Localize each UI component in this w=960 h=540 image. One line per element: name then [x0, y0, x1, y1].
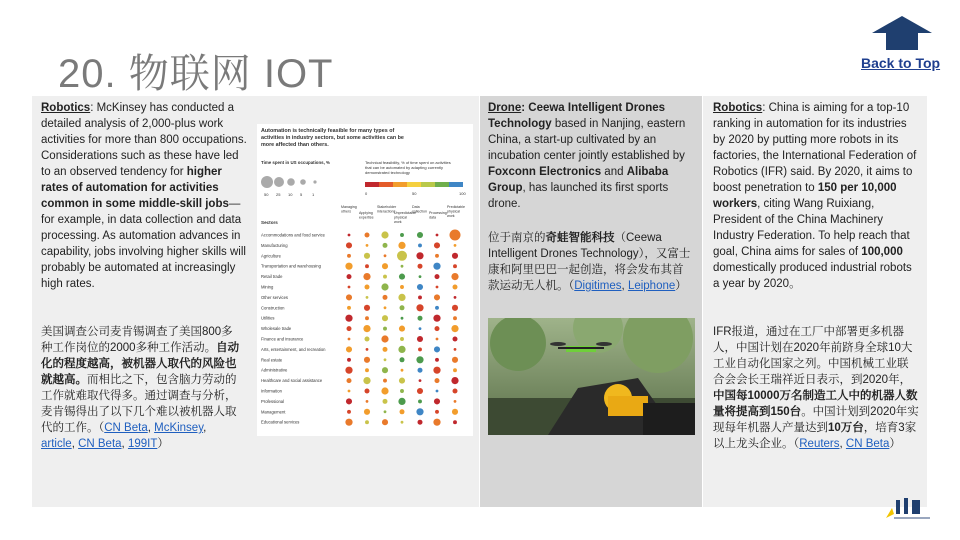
link-article[interactable]: article	[41, 438, 72, 450]
sector-dot	[363, 325, 370, 332]
robotics-mckinsey-panel	[32, 96, 479, 507]
sector-dot	[345, 367, 352, 374]
sector-dot	[364, 357, 370, 363]
sector-dot	[345, 315, 352, 322]
sector-label: Agriculture	[261, 253, 282, 259]
sector-dot	[382, 263, 388, 269]
sector-label: Healthcare and social assistance	[261, 378, 323, 384]
sector-dot	[400, 389, 404, 393]
sector-dot	[346, 242, 352, 248]
sector-dot	[348, 286, 351, 289]
drone-photo-illustration	[488, 318, 695, 435]
sector-dot	[348, 390, 351, 393]
sector-label: Finance and insurance	[261, 336, 304, 342]
robotics-english-text: Robotics: McKinsey has conducted a detailed analysis of 2,000-plus work activities for more than 800 occupations. Considerations such as these have led to an observed tendency for higher rates of automation for activities common in some middle-skill jobs—for example, in data collection and data processing. As automation advances in capability, jobs involving higher skills will probably be automated at increasingly high rates.	[41, 102, 247, 290]
sector-dot	[433, 263, 440, 270]
sector-dot	[434, 346, 440, 352]
feasibility-scale-swatch	[407, 182, 421, 187]
sector-dot	[382, 367, 388, 373]
sector-dot	[381, 231, 388, 238]
drone-panel	[480, 96, 702, 507]
column-header: Data	[412, 205, 420, 209]
sector-dot	[383, 275, 387, 279]
column-header: data	[429, 215, 436, 220]
link-leiphone[interactable]: Leiphone	[627, 280, 676, 292]
sector-dot	[400, 337, 404, 341]
infographic-headline-0: Automation is technically feasible for many types of	[261, 128, 395, 134]
column-header: expertise	[359, 215, 374, 220]
sector-dot	[418, 243, 422, 247]
size-legend-tick: 1	[312, 192, 315, 197]
sector-dot	[419, 275, 422, 278]
size-legend-tick: 25	[276, 192, 281, 197]
sector-dot	[436, 234, 439, 237]
sector-dot	[433, 315, 440, 322]
sector-label: Wholesale trade	[261, 326, 292, 332]
column-header: physical	[447, 209, 460, 214]
sector-dot	[454, 244, 457, 247]
sector-dot	[452, 409, 458, 415]
sector-label: Manufacturing	[261, 242, 288, 248]
sector-dot	[347, 358, 351, 362]
sector-dot	[366, 400, 369, 403]
sector-dot	[364, 305, 370, 311]
column-header: collection	[412, 209, 427, 214]
feasibility-scale-swatch	[365, 182, 379, 187]
sector-dot	[418, 420, 423, 425]
sector-dot	[400, 409, 405, 414]
sector-dot	[436, 390, 439, 393]
link-199it[interactable]: 199IT	[127, 438, 158, 450]
column-header: physical	[394, 215, 407, 220]
sector-dot	[383, 327, 387, 331]
sector-dot	[345, 419, 352, 426]
sector-dot	[401, 317, 404, 320]
sector-dot	[365, 233, 370, 238]
size-legend-tick: 10	[288, 192, 293, 197]
sector-dot	[401, 369, 404, 372]
robotics-china-heading: Robotics	[713, 102, 763, 114]
sector-label: Utilities	[261, 315, 275, 321]
infographic-headline-2: more affected than others.	[261, 142, 329, 148]
column-header: others	[341, 209, 351, 214]
sector-dot	[365, 389, 370, 394]
home-arrow-icon[interactable]	[872, 16, 932, 50]
sector-dot	[418, 295, 422, 299]
sector-dot	[453, 368, 457, 372]
sector-label: Transportation and warehousing	[261, 263, 321, 269]
sector-dot	[417, 336, 423, 342]
link-cnbeta-2[interactable]: CN Beta	[78, 438, 122, 450]
sector-label: Educational services	[261, 419, 300, 425]
drone-heading: Drone	[488, 102, 522, 114]
column-header: Stakeholder	[377, 205, 397, 209]
sector-dot	[418, 316, 423, 321]
sector-dot	[347, 378, 352, 383]
drone-photo	[488, 318, 695, 435]
legend-time-label: Time spent in US occupations, %	[261, 160, 330, 165]
sector-dot	[397, 251, 407, 261]
sector-label: Other services	[261, 294, 288, 300]
infographic-svg	[257, 124, 473, 436]
sector-dot	[382, 315, 388, 321]
sector-dot	[416, 408, 423, 415]
sector-dot	[347, 274, 352, 279]
sector-dot	[400, 357, 405, 362]
link-cnbeta[interactable]: CN Beta	[104, 422, 148, 434]
sector-dot	[452, 305, 458, 311]
legend-tech-label-0: Technical feasibility, % of time spent on activities	[365, 160, 451, 165]
sector-dot	[365, 285, 370, 290]
sector-dot	[400, 285, 404, 289]
sector-dot	[384, 254, 387, 257]
sector-dot	[365, 264, 369, 268]
link-reuters[interactable]: Reuters	[799, 438, 840, 450]
sector-dot	[384, 306, 387, 309]
robotics-chinese-text: 美国调查公司麦肯锡调查了美国800多种工作岗位的2000多种工作活动。自动化的程度越高，被机器人取代的风险也就越高。而相比之下，包含脑力劳动的工作就难取代得多。通过调查与分析，麦肯锡得出了以下几个难以被机器人取代的工作。（CN Beta, McKinsey, article, CN Beta, 199IT）	[41, 326, 240, 450]
link-mckinsey[interactable]: McKinsey	[154, 422, 204, 434]
sector-dot	[383, 295, 388, 300]
sector-dot	[383, 347, 388, 352]
sector-dot	[419, 379, 422, 382]
sector-dot	[399, 378, 405, 384]
robotics-heading: Robotics	[41, 102, 91, 114]
sector-dot	[400, 305, 405, 310]
sector-dot	[348, 234, 351, 237]
sector-dot	[419, 327, 422, 330]
sector-dot	[454, 348, 457, 351]
sector-dot	[452, 357, 458, 363]
sector-label: Accommodations and food service	[261, 232, 326, 238]
sector-dot	[418, 399, 422, 403]
sector-dot	[347, 410, 351, 414]
sector-dot	[417, 388, 423, 394]
sector-label: Real estate	[261, 357, 283, 363]
feasibility-scale-swatch	[421, 182, 435, 187]
sector-dot	[453, 337, 458, 342]
sector-dot	[400, 233, 404, 237]
sector-dot	[435, 306, 439, 310]
sector-dot	[453, 285, 458, 290]
sector-label: Management	[261, 409, 286, 415]
sector-dot	[416, 304, 423, 311]
robotics-china-english-text: Robotics: China is aiming for a top-10 ranking in automation for its industries by 2020 by putting more robots in its factories, the International Federation of Robotics (IFR) said. By 2020, it aims to boost penetration to 150 per 10,000 workers, citing Wang Ruixiang, President of the China Machinery Industry Federation. To help reach that goal, China aims for sales of 100,000 domestically produced industrial robots a year by 2020。	[713, 102, 917, 290]
sector-dot	[436, 338, 439, 341]
sector-dot	[417, 284, 423, 290]
sector-dot	[454, 296, 457, 299]
sector-dot	[365, 337, 370, 342]
feasibility-scale-tick: 0	[365, 191, 368, 196]
sector-dot	[363, 273, 370, 280]
sector-dot	[366, 296, 369, 299]
sector-dot	[433, 367, 440, 374]
sector-dot	[418, 347, 422, 351]
sector-label: Mining	[261, 284, 274, 290]
size-legend-dot	[300, 179, 306, 185]
feasibility-scale-tick: 100	[459, 191, 466, 196]
sector-dot	[435, 326, 440, 331]
sector-dot	[364, 409, 370, 415]
sector-dot	[435, 254, 439, 258]
sector-dot	[418, 368, 423, 373]
sector-dot	[435, 358, 439, 362]
column-header: interactions	[377, 209, 396, 214]
sector-dot	[453, 420, 457, 424]
feasibility-scale-swatch	[435, 182, 449, 187]
link-cnbeta-3[interactable]: CN Beta	[845, 438, 890, 450]
sector-dot	[348, 338, 351, 341]
sector-dot	[383, 399, 388, 404]
sector-dot	[399, 326, 405, 332]
sector-dot	[383, 243, 388, 248]
sector-dot	[451, 377, 458, 384]
link-digitimes[interactable]: Digitimes	[574, 280, 622, 292]
sector-dot	[436, 286, 439, 289]
sector-dot	[401, 421, 404, 424]
sector-dot	[346, 346, 352, 352]
column-header: work	[447, 214, 455, 218]
sector-label: Administrative	[261, 367, 288, 373]
sector-dot	[381, 283, 388, 290]
sector-dot	[401, 265, 404, 268]
sector-dot	[418, 264, 423, 269]
sector-dot	[434, 398, 440, 404]
sector-dot	[365, 316, 369, 320]
sector-dot	[346, 398, 352, 404]
feasibility-scale-swatch	[393, 182, 407, 187]
sector-label: Construction	[261, 305, 285, 311]
size-legend-dot	[313, 180, 316, 183]
sector-dot	[435, 274, 440, 279]
column-header: Managing	[341, 205, 357, 209]
column-header: Processing	[429, 211, 447, 215]
sector-dot	[347, 254, 351, 258]
sector-dot	[451, 273, 458, 280]
feasibility-scale-swatch	[449, 182, 463, 187]
automation-infographic	[257, 124, 473, 436]
sector-dot	[398, 346, 405, 353]
size-legend-tick: 50	[264, 192, 269, 197]
sector-dot	[366, 348, 369, 351]
sector-dot	[435, 410, 439, 414]
sector-dot	[381, 387, 388, 394]
sector-dot	[364, 253, 370, 259]
column-header: work	[394, 220, 402, 224]
brand-logo-icon	[886, 494, 936, 524]
sector-dot	[347, 326, 352, 331]
sector-dot	[454, 400, 457, 403]
page-title: 20. 物联网 IOT	[58, 52, 334, 96]
sector-dot	[381, 335, 388, 342]
sector-dot	[452, 253, 458, 259]
sectors-label: Sectors	[261, 220, 278, 225]
legend-tech-label-2: demonstrated technology	[365, 170, 410, 175]
sector-dot	[453, 316, 457, 320]
sector-dot	[398, 242, 405, 249]
sector-dot	[365, 368, 369, 372]
sector-dot	[363, 377, 370, 384]
sector-dot	[416, 252, 423, 259]
sector-dot	[383, 379, 387, 383]
sector-dot	[366, 244, 369, 247]
column-header: Unpredictable	[394, 211, 417, 215]
sector-dot	[453, 264, 457, 268]
robotics-china-panel	[703, 96, 927, 507]
size-legend-dot	[261, 176, 273, 188]
sector-dot	[435, 378, 440, 383]
drone-english-text: Drone: Ceewa Intelligent Drones Technology based in Nanjing, eastern China, a start-up cultivated by an incubation center jointly established by Foxconn Electronics and Alibaba Group, has launched its first sports drone.	[488, 102, 686, 210]
sector-dot	[347, 306, 351, 310]
sector-dot	[434, 294, 440, 300]
column-header: Predictable	[447, 205, 465, 209]
sector-dot	[398, 398, 405, 405]
sector-dot	[434, 242, 440, 248]
infographic-headline-1: activities in industry sectors, but some activities can be	[261, 135, 404, 141]
sector-dot	[453, 389, 458, 394]
back-to-top-link[interactable]: Back to Top	[861, 55, 941, 71]
sector-label: Arts, entertainment, and recreation	[261, 346, 326, 352]
robotics-china-chinese-text: IFR报道，通过在工厂中部署更多机器人，中国计划在2020年前跻身全球10大工业自动化国家之列。中国机械工业联合会会长王瑞祥近日表示，到2020年，中国每10000万名制造工人中的机器人数量将提高到150台。中国计划到2020年实现每年机器人产量达到10万台，培育3家以上龙头企业。（Reuters, CN Beta）	[713, 326, 919, 450]
sector-dot	[384, 358, 387, 361]
sector-dot	[384, 410, 387, 413]
drone-chinese-text: 位于南京的奇蛙智能科技（Ceewa Intelligent Drones Technology），又富士康和阿里巴巴一起创造，将会发布其首款运动无人机。（Digitimes, Leiphone）	[488, 232, 691, 292]
sector-dot	[346, 294, 352, 300]
sector-dot	[382, 419, 388, 425]
sector-dot	[345, 263, 352, 270]
column-header: Applying	[359, 211, 373, 215]
sector-dot	[365, 420, 369, 424]
size-legend-tick: 5	[300, 192, 303, 197]
sector-dot	[417, 232, 423, 238]
feasibility-scale-swatch	[379, 182, 393, 187]
size-legend-dot	[287, 178, 295, 186]
size-legend-dot	[274, 177, 284, 187]
sector-dot	[433, 419, 440, 426]
sector-label: Retail trade	[261, 274, 283, 280]
sector-dot	[450, 230, 461, 241]
sector-dot	[416, 356, 423, 363]
feasibility-scale-tick: 50	[412, 191, 417, 196]
sector-dot	[451, 325, 458, 332]
sector-label: Professional	[261, 398, 285, 404]
sector-dot	[398, 294, 405, 301]
sector-label: Information	[261, 388, 282, 394]
legend-tech-label-1: that can be automated by adapting currently	[365, 165, 444, 170]
sector-dot	[399, 274, 405, 280]
